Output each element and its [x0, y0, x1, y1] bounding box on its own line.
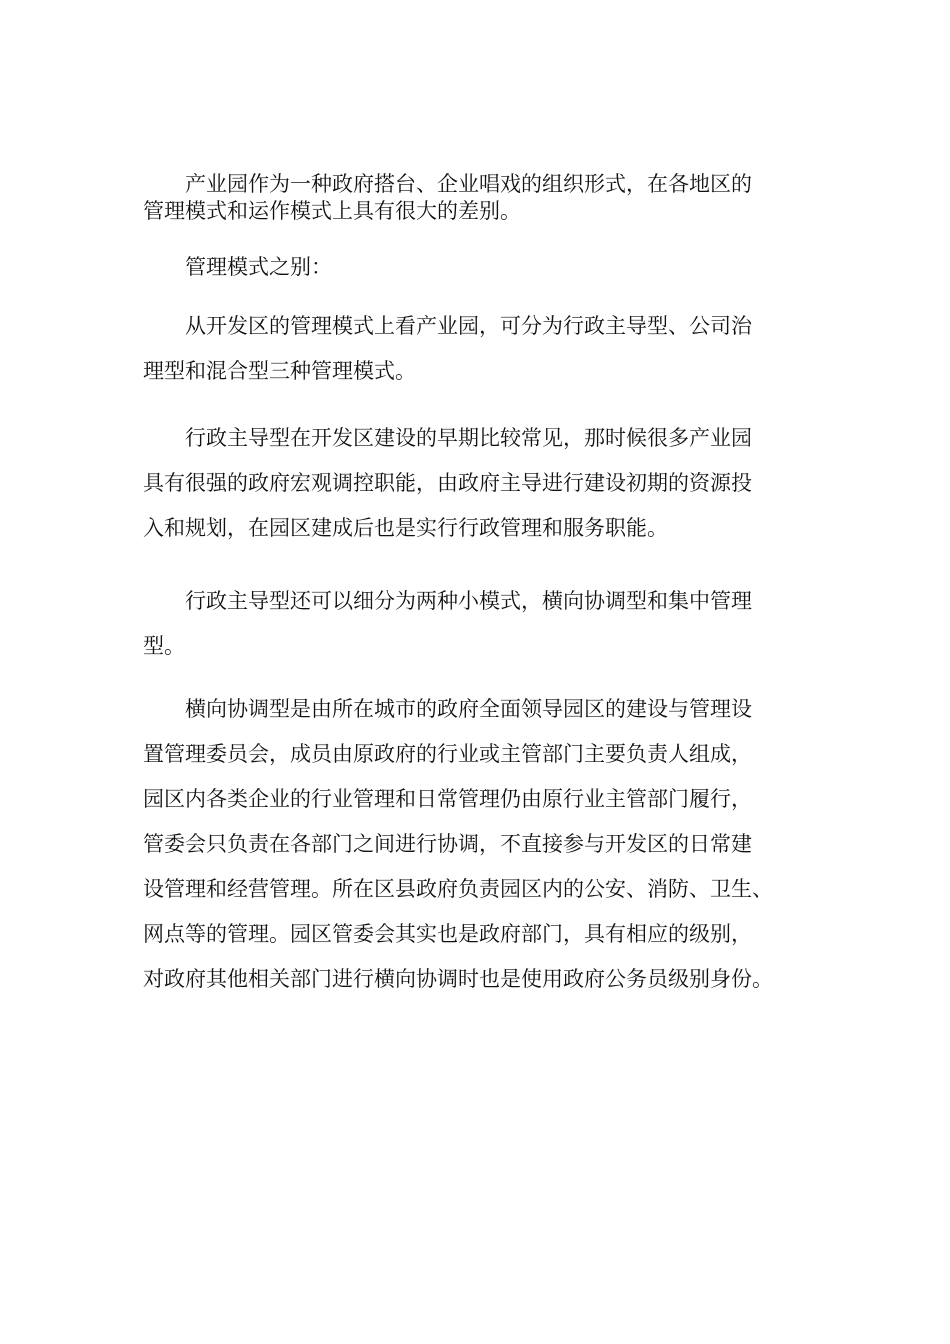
paragraph-administrative-led: 行政主导型在开发区建设的早期比较常见，那时候很多产业园 具有很强的政府宏观调控职能，由政府主导进行建设初期的资源投 入和规划，在园区建成后也是实行行政管理和服务职能。 — [143, 426, 752, 540]
paragraph-administrative-subtypes: 行政主导型还可以细分为两种小模式，横向协调型和集中管理 型。 — [143, 589, 752, 658]
paragraph-heading-management-modes: 管理模式之别： — [143, 255, 332, 279]
paragraph-intro: 产业园作为一种政府搭台、企业唱戏的组织形式，在各地区的 管理模式和运作模式上具有很大的差别。 — [143, 172, 752, 223]
paragraph-management-mode-types: 从开发区的管理模式上看产业园，可分为行政主导型、公司治 理型和混合型三种管理模式。 — [143, 314, 752, 383]
paragraph-horizontal-coordination: 横向协调型是由所在城市的政府全面领导园区的建设与管理设 置管理委员会，成员由原政府的行业或主管部门主要负责人组成， 园区内各类企业的行业管理和日常管理仍由原行业主管部门履行， 管委会只负责在各部门之间进行协调，不直接参与开发区的日常建 设管理和经营管理。所在区县政府负责园区内的公安、消防、卫生、 网点等的管理。园区管委会其实也是政府部门，具有相应的级别， 对政府其他相关部门进行横向协调时也是使用政府公务员级别身份。 — [143, 697, 773, 991]
